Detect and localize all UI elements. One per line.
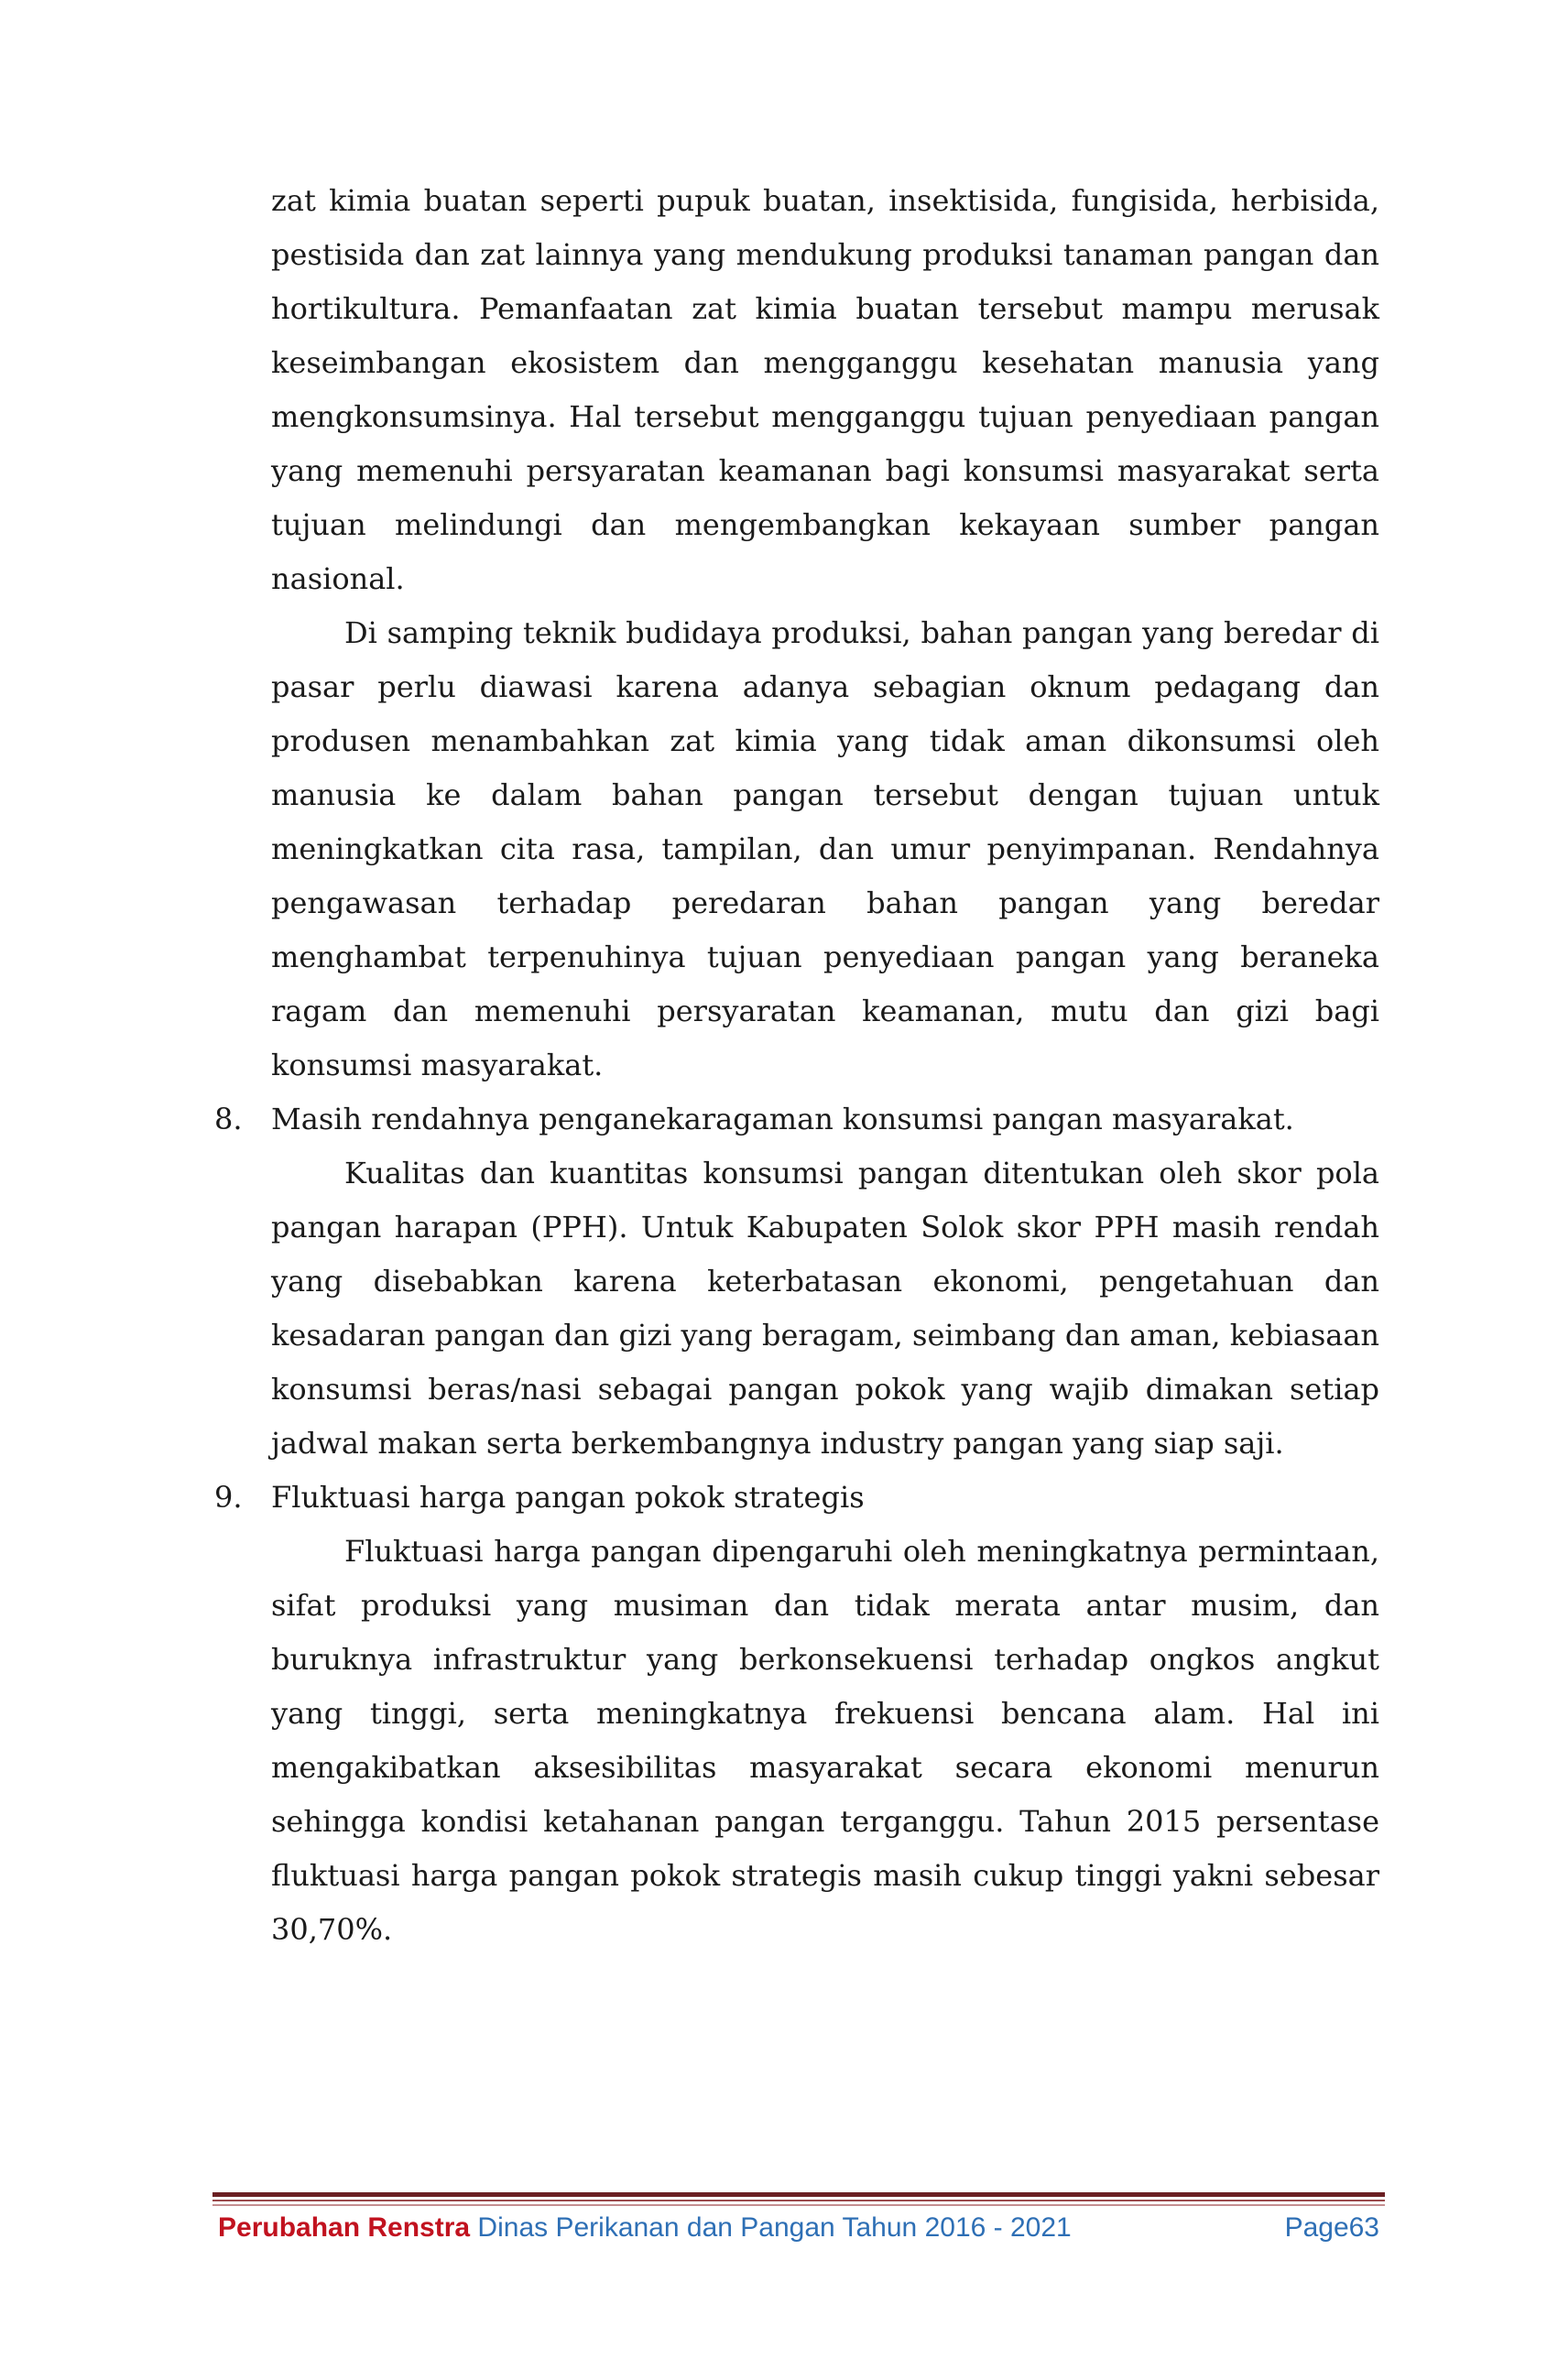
document-body <box>214 174 1379 1957</box>
intro-paragraph: zat kimia buatan seperti pupuk buatan, insektisida, fungisida, herbisida, pestisida dan zat lainnya yang mendukung produksi tanaman pangan dan hortikultura. Pemanfaatan zat kimia buatan tersebut mampu merusak keseimbangan ekosistem dan mengganggu kesehatan manusia yang mengkonsumsinya. Hal tersebut mengganggu tujuan penyediaan pangan yang memenuhi persyaratan keamanan bagi konsumsi masyarakat serta tujuan melindungi dan mengembangkan kekayaan sumber pangan nasional. <box>271 183 1379 596</box>
second-paragraph: Di samping teknik budidaya produksi, bahan pangan yang beredar di pasar perlu diawasi karena adanya sebagian oknum pedagang dan produsen menambahkan zat kimia yang tidak aman dikonsumsi oleh manusia ke dalam bahan pangan tersebut dengan tujuan untuk meningkatkan cita rasa, tampilan, dan umur penyimpanan. Rendahnya pengawasan terhadap peredaran bahan pangan yang beredar menghambat terpenuhinya tujuan penyediaan pangan yang beraneka ragam dan memenuhi persyaratan keamanan, mutu dan gizi bagi konsumsi masyarakat. <box>271 615 1379 1082</box>
item-8-paragraph: Kualitas dan kuantitas konsumsi pangan ditentukan oleh skor pola pangan harapan (PPH). Untuk Kabupaten Solok skor PPH masih rendah yang disebabkan karena keterbatasan ekonomi, pengetahuan dan kesadaran pangan dan gizi yang beragam, seimbang dan aman, kebiasaan konsumsi beras/nasi sebagai pangan pokok yang wajib dimakan setiap jadwal makan serta berkembangnya industry pangan yang siap saji. <box>271 1156 1379 1461</box>
list-item-title: Fluktuasi harga pangan pokok strategis <box>271 1480 865 1515</box>
page-number: Page63 <box>1284 2212 1379 2243</box>
page-footer <box>218 2205 1379 2251</box>
list-item-number: 8. <box>214 1102 243 1136</box>
list-item-8 <box>214 1092 1379 1147</box>
footer-rule-thick <box>212 2192 1385 2197</box>
list-item-title: Masih rendahnya penganekaragaman konsumsi pangan masyarakat. <box>271 1102 1294 1136</box>
footer-title <box>218 2205 1072 2251</box>
footer-brand: Perubahan Renstra <box>218 2212 471 2243</box>
item-9-paragraph: Fluktuasi harga pangan dipengaruhi oleh meningkatnya permintaan, sifat produksi yang musiman dan tidak merata antar musim, dan buruknya infrastruktur yang berkonsekuensi terhadap ongkos angkut yang tinggi, serta meningkatnya frekuensi bencana alam. Hal ini mengakibatkan aksesibilitas masyarakat secara ekonomi menurun sehingga kondisi ketahanan pangan terganggu. Tahun 2015 persentase fluktuasi harga pangan pokok strategis masih cukup tinggi yakni sebesar 30,70%. <box>271 1534 1379 1947</box>
list-item-9 <box>214 1471 1379 1525</box>
list-item-number: 9. <box>214 1480 243 1515</box>
footer-rule-mid <box>212 2200 1385 2201</box>
footer-subtitle: Dinas Perikanan dan Pangan Tahun 2016 - 2021 <box>470 2212 1072 2243</box>
